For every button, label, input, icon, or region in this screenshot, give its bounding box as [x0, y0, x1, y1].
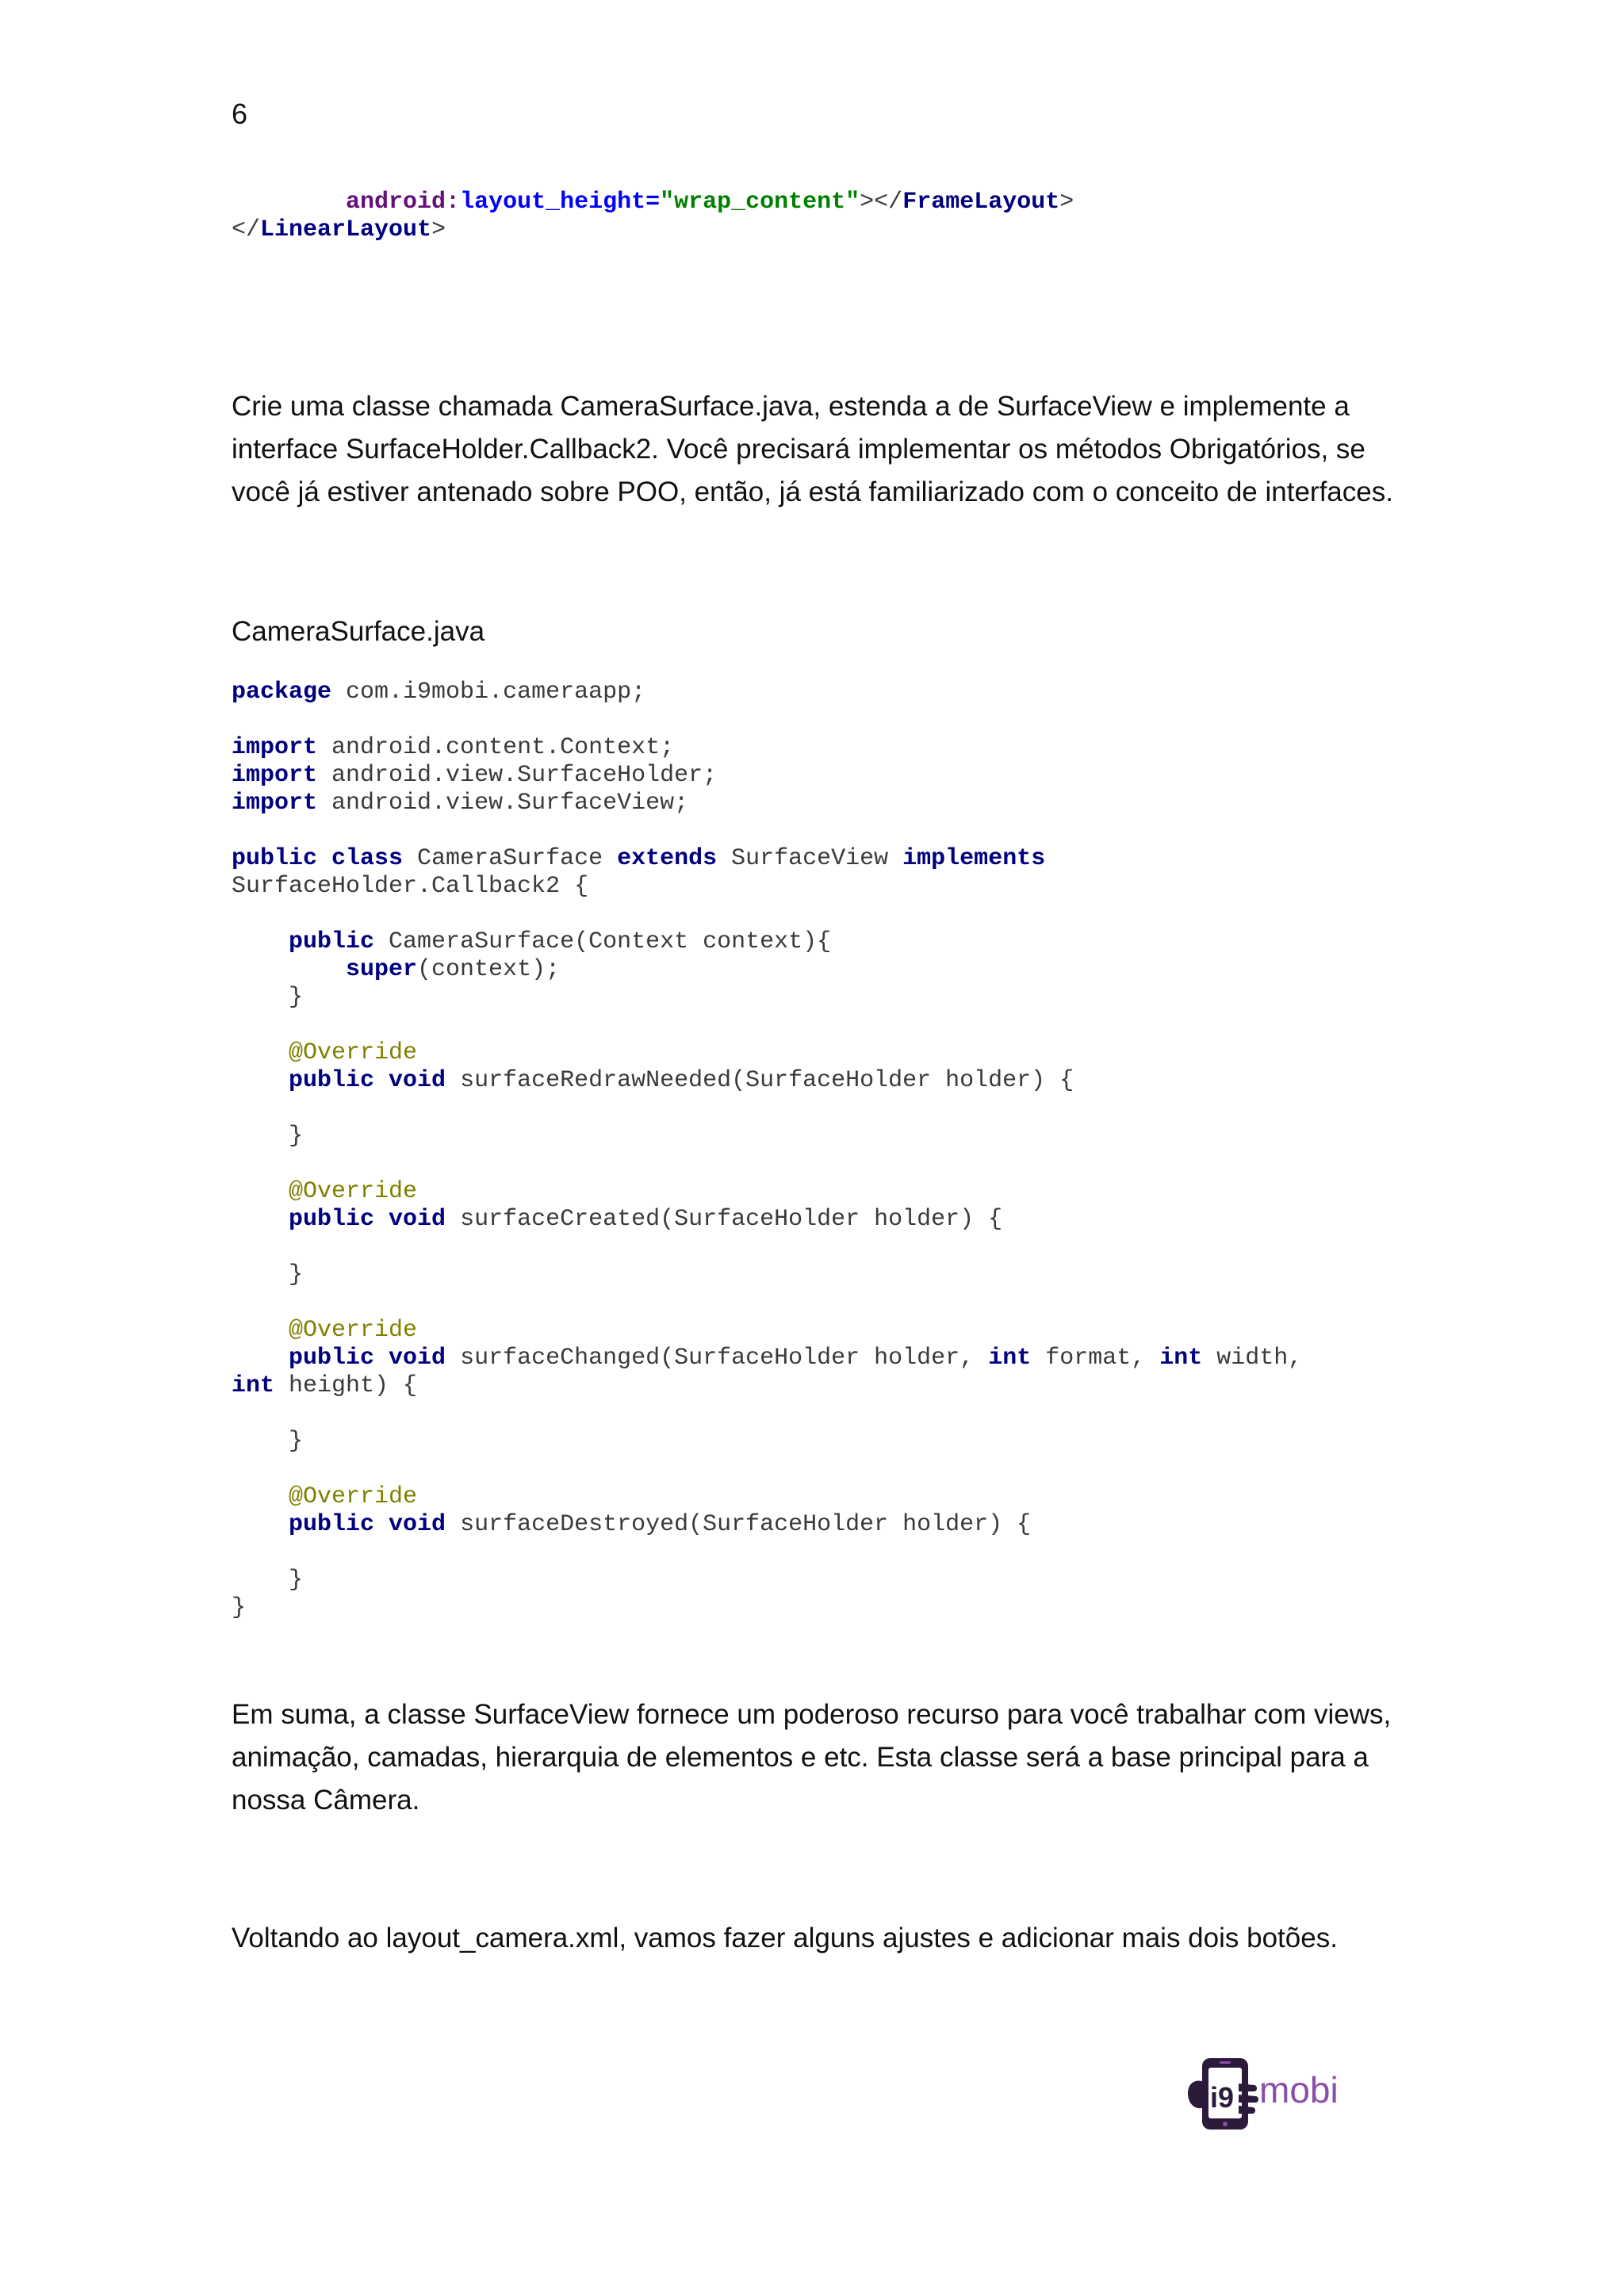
code-line [232, 1400, 1302, 1428]
logo-text-mobi: mobi [1259, 2069, 1339, 2110]
logo-text-i9: i9 [1210, 2081, 1235, 2114]
code-line: @Override [289, 1483, 418, 1510]
code-line: import android.content.Context; [232, 734, 675, 761]
paragraph-intro: Crie uma classe chamada CameraSurface.java, estenda a de SurfaceView e implemente a interface SurfaceHolder.Callback2. Você precisará implementar os métodos Obrigatórios, se você já estiver antenado sobre POO, então, já está familiarizado com o conceito de interfaces. [232, 391, 1393, 507]
xml-line-1: android:layout_height="wrap_content"></FrameLayout> [346, 189, 1074, 216]
code-line [232, 1456, 1302, 1483]
code-line [232, 1289, 1302, 1317]
code-line: import android.view.SurfaceHolder; [232, 762, 718, 789]
code-line: } [232, 1594, 247, 1621]
code-line [232, 1234, 1302, 1261]
code-line: public void surfaceDestroyed(SurfaceHolder holder) { [289, 1511, 1032, 1538]
code-line: import android.view.SurfaceView; [232, 790, 689, 817]
code-line [232, 1095, 1302, 1123]
code-line [232, 901, 1302, 928]
code-line: package com.i9mobi.cameraapp; [232, 679, 646, 706]
code-line: public class CameraSurface extends SurfaceView implements [232, 845, 1046, 872]
code-line: public void surfaceChanged(SurfaceHolder holder, int format, int width, [289, 1345, 1303, 1372]
code-line [232, 1012, 1302, 1039]
code-line: } [232, 1428, 304, 1455]
code-line: @Override [289, 1178, 418, 1205]
code-line: SurfaceHolder.Callback2 { [232, 873, 589, 900]
i9mobi-logo [1180, 2052, 1370, 2134]
java-code-block [232, 679, 1302, 1622]
code-line [232, 1150, 1302, 1178]
paragraph-summary: Em suma, a classe SurfaceView fornece um poderoso recurso para você trabalhar com views, animação, camadas, hierarquia de elementos e etc. Esta classe será a base principal para a nossa Câmera. [232, 1699, 1392, 1816]
code-line: @Override [289, 1317, 418, 1344]
code-line: } [232, 1261, 304, 1288]
code-filename: CameraSurface.java [232, 616, 485, 647]
code-line [232, 817, 1302, 845]
code-line: } [232, 1567, 304, 1594]
code-line: public CameraSurface(Context context){ [289, 928, 832, 955]
code-line: public void surfaceCreated(SurfaceHolder holder) { [289, 1206, 1003, 1233]
xml-line-2: </LinearLayout> [232, 216, 446, 243]
code-line: int height) { [232, 1372, 418, 1399]
code-line: @Override [289, 1039, 418, 1066]
code-line [232, 706, 1302, 734]
code-line [232, 1539, 1302, 1567]
code-line: public void surfaceRedrawNeeded(SurfaceHolder holder) { [289, 1067, 1074, 1094]
paragraph-next-step: Voltando ao layout_camera.xml, vamos fazer alguns ajustes e adicionar mais dois botões. [232, 1923, 1338, 1954]
code-line: super(context); [346, 956, 561, 983]
code-line: } [232, 984, 304, 1011]
page-number: 6 [232, 98, 248, 130]
code-line: } [232, 1123, 304, 1150]
xml-code-block [232, 189, 1074, 244]
